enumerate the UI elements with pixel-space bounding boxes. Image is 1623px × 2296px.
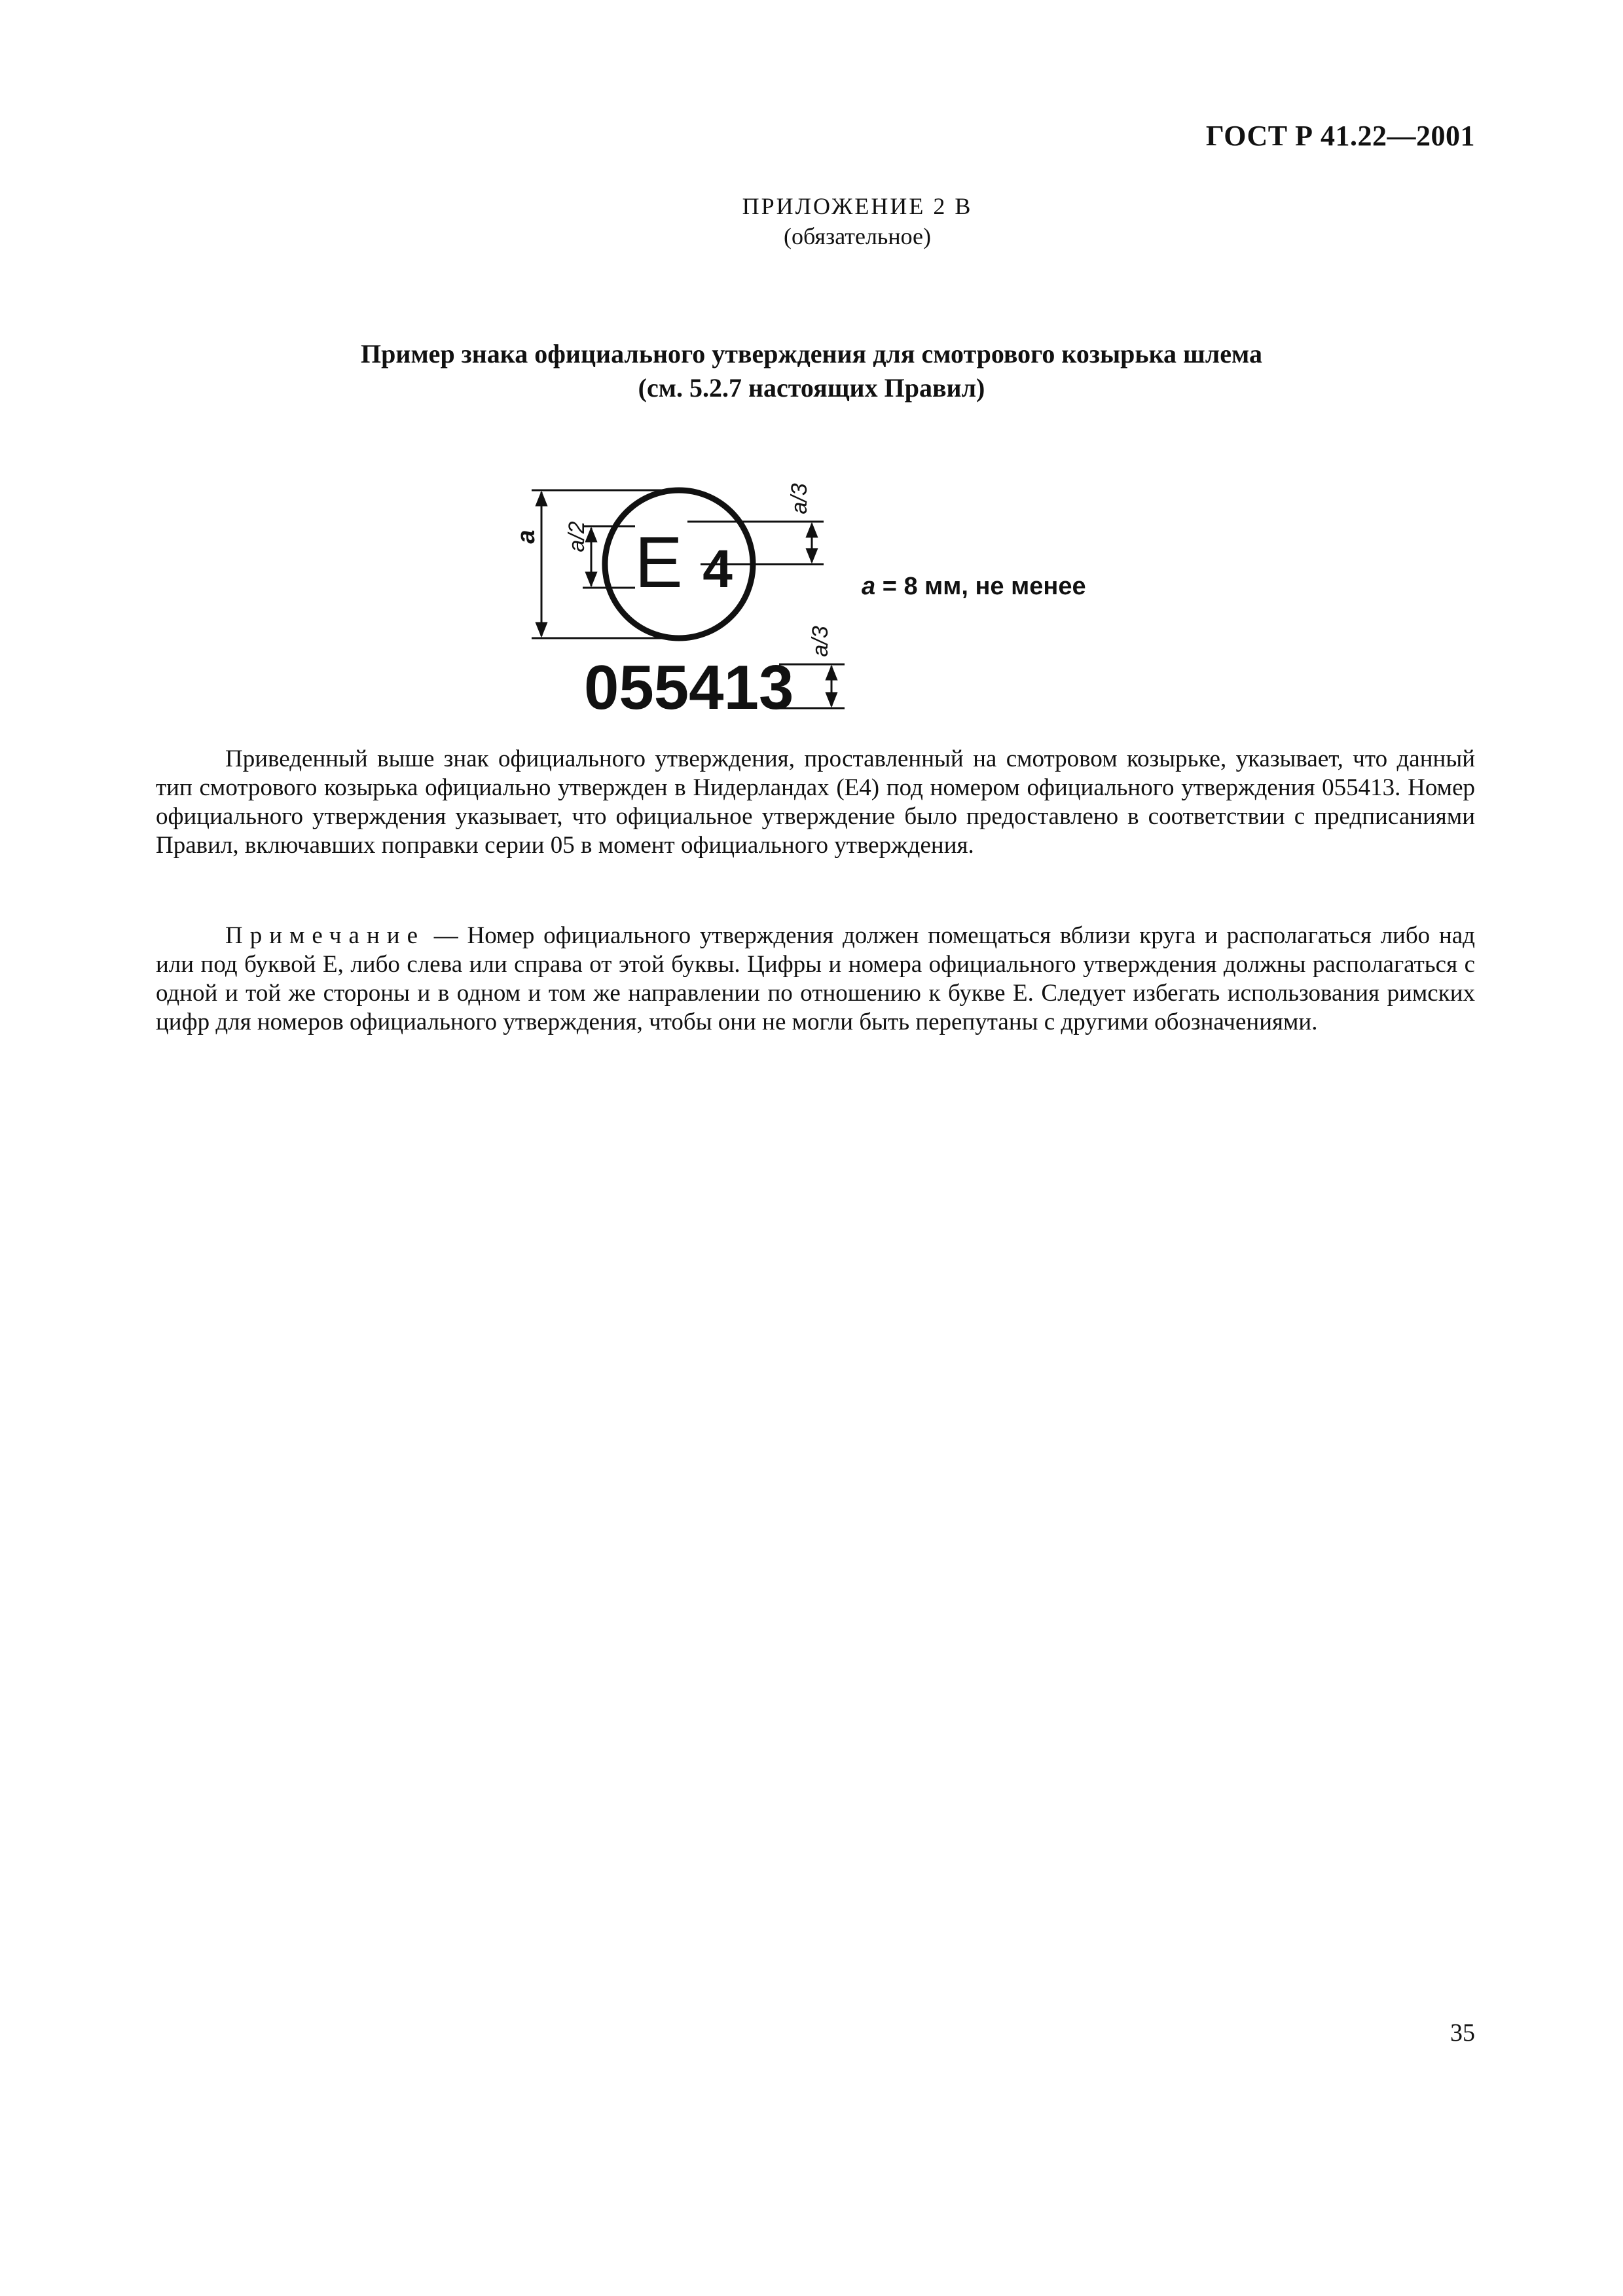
page-number: 35 [1450,2019,1475,2047]
appendix-heading [0,191,1623,251]
appendix-title: ПРИЛОЖЕНИЕ 2 В [742,193,973,219]
figure-title-line-1: Пример знака официального утверждения для смотрового козырька шлема [361,339,1262,368]
appendix-status: (обязательное) [784,223,931,249]
approval-number: 055413 [584,653,794,723]
figure-title [0,337,1623,405]
figure-title-line-2: (см. 5.2.7 настоящих Правил) [638,373,985,403]
approval-mark-drawing [504,452,1159,726]
size-note-value: = 8 мм, не менее [875,573,1086,600]
note-content [156,922,1475,1037]
paragraph-text: Приведенный выше знак официального утверждения, проставленный на смотровом козырьке, указывает, что данный тип смотрового козырька официально утвержден в Нидерландах (E4) под номером официального утверждения 055413. Номер официального утверждения указывает, что официальное утверждение было предоставлено в соответствии с предписаниями Правил, включавших поправки серии 05 в момент официального утверждения. [156,745,1475,859]
dim-label-a-third-circle: a/3 [787,483,812,514]
note-paragraph [156,922,1475,1037]
dim-label-a-third-number: a/3 [808,626,833,657]
dim-label-a: a [513,529,540,544]
circle-letter-e: E [634,522,683,603]
size-note [862,573,1086,600]
description-paragraph [156,745,1475,860]
note-text: — Номер официального утверждения должен помещаться вблизи круга и располагаться либо над или под буквой E, либо слева или справа от этой буквы. Цифры и номера официального утверждения должны располагаться с одной и той же стороны и в одном и том же направлении по отношению к букве E. Следует избегать использования римских цифр для номеров официального утверждения, чтобы они не могли быть перепутаны с другими обозначениями. [156,922,1475,1035]
dim-label-a-half: a/2 [564,521,589,552]
approval-mark-figure [504,452,1159,726]
document-code: ГОСТ Р 41.22—2001 [1205,120,1475,152]
circle-country-number: 4 [702,539,733,599]
note-label: Примечание [225,922,425,949]
size-note-variable: a [862,573,876,600]
